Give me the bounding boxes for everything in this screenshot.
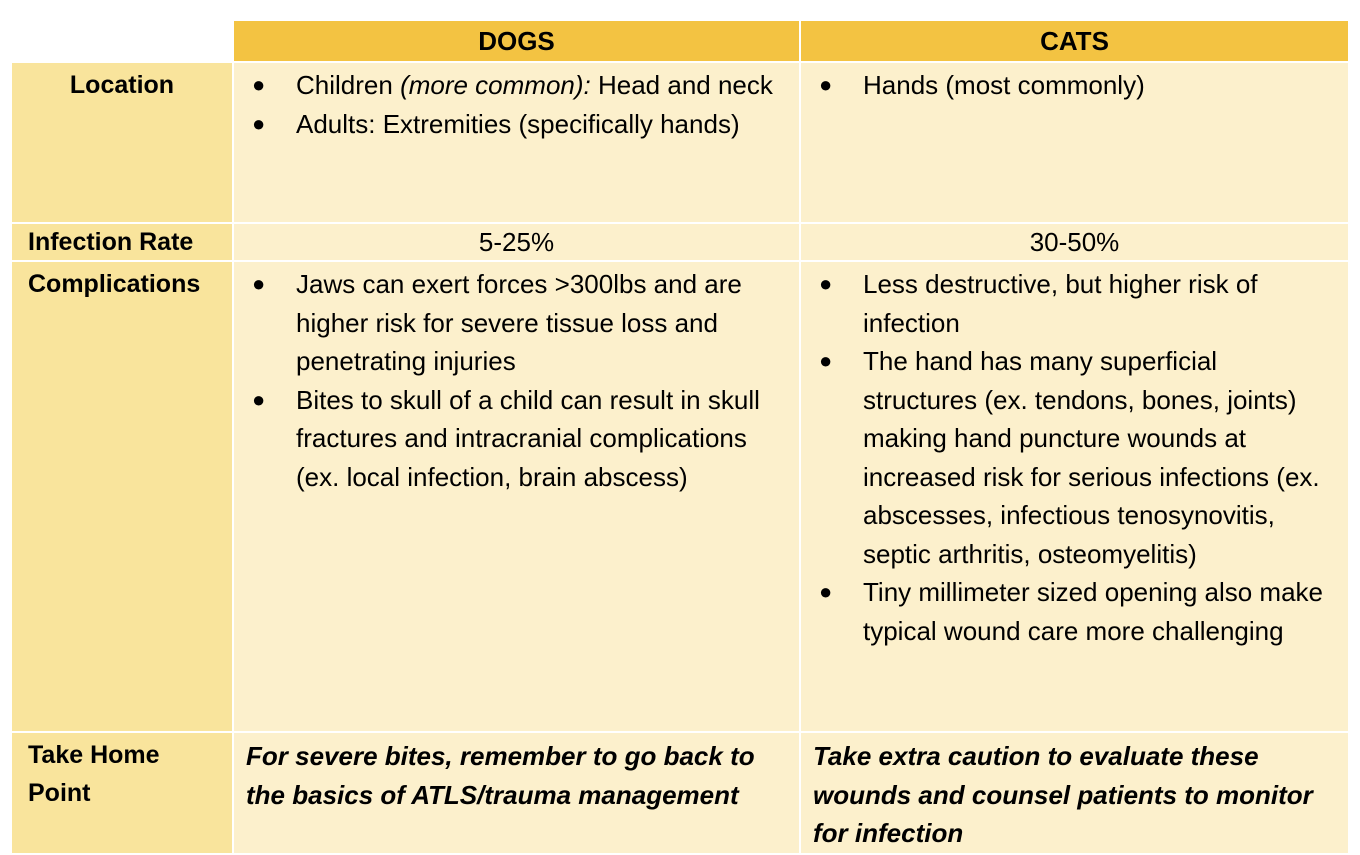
header-row <box>11 20 1349 62</box>
list-item-emphasis: (more common): <box>400 70 591 100</box>
cell-location-dogs <box>233 62 800 223</box>
bullet-icon: ● <box>819 348 833 373</box>
bullet-icon: ● <box>252 386 266 412</box>
bullet-icon: ● <box>819 579 833 604</box>
list-item <box>801 66 1338 105</box>
table-row-take-home-point <box>11 732 1349 854</box>
row-label-infection-rate: Infection Rate <box>11 223 233 261</box>
list-item-text: Less destructive, but higher risk of infection <box>863 269 1258 338</box>
cell-complications-cats <box>800 261 1349 732</box>
bullet-icon: ● <box>819 271 833 296</box>
cell-take-home-dogs: For severe bites, remember to go back to the basics of ATLS/trauma management <box>233 732 800 854</box>
list-item <box>801 573 1338 650</box>
list-item <box>234 265 789 381</box>
row-label-location: Location <box>11 62 233 223</box>
list-item-text: Adults: Extremities (specifically hands) <box>296 108 740 139</box>
list-item-text: Children <box>296 70 401 100</box>
bullet-icon: ● <box>819 72 833 97</box>
dog-cat-bites-table <box>10 19 1350 855</box>
list-item-text: Jaws can exert forces >300lbs and are higher risk for severe tissue loss and penetrating injuries <box>296 269 742 376</box>
cell-infection-rate-dogs: 5-25% <box>233 223 800 261</box>
list-item-text: Hands (most commonly) <box>863 70 1145 100</box>
list-item <box>801 342 1338 573</box>
bullet-icon: ● <box>252 110 266 136</box>
list-item <box>234 105 789 144</box>
bullet-icon: ● <box>252 271 266 296</box>
list-item <box>234 381 789 497</box>
bullet-list <box>234 262 799 496</box>
table-row-infection-rate <box>11 223 1349 261</box>
cell-location-cats <box>800 62 1349 223</box>
bullet-list <box>801 262 1348 650</box>
cell-infection-rate-cats: 30-50% <box>800 223 1349 261</box>
row-label-take-home-point: Take Home Point <box>11 732 233 854</box>
list-item-text: Bites to skull of a child can result in skull fractures and intracranial complications (ex. local infection, brain abscess) <box>296 384 760 492</box>
bullet-list <box>234 63 799 143</box>
list-item-text: The hand has many superficial structures (ex. tendons, bones, joints) making hand puncture wounds at increased risk for serious infections (ex. abscesses, infectious tenosynovitis, septic arthritis, osteomyelitis) <box>863 346 1320 569</box>
cell-complications-dogs <box>233 261 800 732</box>
row-label-complications: Complications <box>11 261 233 732</box>
corner-cell <box>11 20 233 62</box>
list-item <box>234 66 789 105</box>
column-header-dogs: DOGS <box>233 20 800 62</box>
table-row-location <box>11 62 1349 223</box>
list-item-text: Tiny millimeter sized opening also make typical wound care more challenging <box>863 577 1324 646</box>
list-item-text: Head and neck <box>590 70 773 100</box>
bullet-list <box>801 63 1348 105</box>
bullet-icon: ● <box>252 72 266 97</box>
table-row-complications <box>11 261 1349 732</box>
list-item <box>801 265 1338 342</box>
cell-take-home-cats: Take extra caution to evaluate these wounds and counsel patients to monitor for infection <box>800 732 1349 854</box>
column-header-cats: CATS <box>800 20 1349 62</box>
